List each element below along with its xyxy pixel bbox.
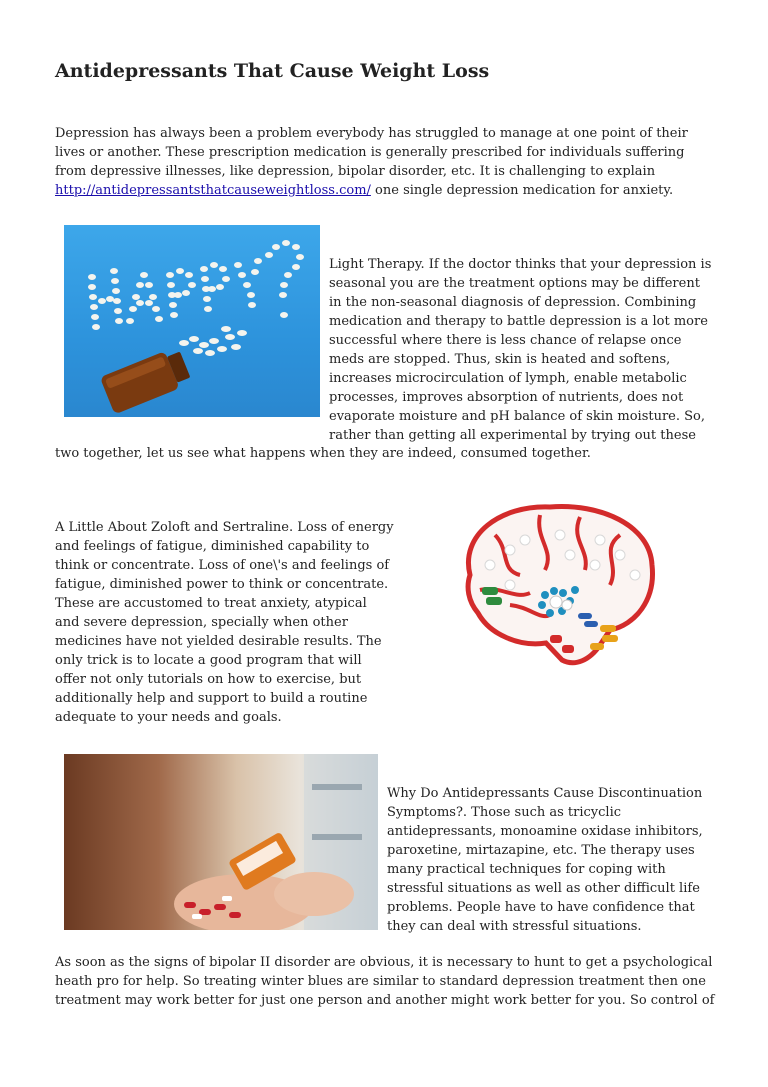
page-title: Antidepressants That Cause Weight Loss xyxy=(55,60,490,82)
pills-hand-graphic xyxy=(64,754,378,930)
intro-text-after: one single depression medication for anxiety. xyxy=(370,183,674,198)
discontinuation-paragraph: Why Do Antidepressants Cause Discontinuation Symptoms?. Those such as tricyclic antidepressants, monoamine oxidase inhibitors, paroxetine, mirtazapine, etc. The therapy uses many practical techniques for coping with stressful situations as well as other difficult life problems. People have to have confidence that they can deal with stressful situations. xyxy=(387,786,703,934)
light-therapy-paragraph: Light Therapy. If the doctor thinks that your depression is seasonal you are the treatment options may be different in the non-seasonal diagnosis of depression. Combining medication and therapy to battle depression is a lot more successful where there is less chance of relapse once meds are stopped. Thus, skin is heated and softens, increases microcirculation of lymph, enable metabolic processes, improves absorption of nutrients, does not evaporate moisture and pH balance of skin moisture. So, rather than getting all experimental by trying out these xyxy=(329,257,712,443)
intro-text-before: Depression has always been a problem everybody has struggled to manage at one point of their lives or another. These prescription medication is generally prescribed for individuals suffering from depressive illnesses, like depression, bipolar disorder, etc. It is challenging to explain xyxy=(55,126,688,179)
happy-pills-image xyxy=(64,225,320,417)
bipolar-paragraph: As soon as the signs of bipolar II disorder are obvious, it is necessary to hunt to get a psychological heath pro for help. So treating winter blues are similar to standard depression treatment then one treatment may work better for just one person and another might work better for you. So control of xyxy=(55,955,715,1008)
pills-hand-image xyxy=(64,754,378,930)
happy-pills-graphic xyxy=(64,225,320,417)
zoloft-paragraph: A Little About Zoloft and Sertraline. Loss of energy and feelings of fatigue, diminished capability to think or concentrate. Loss of one\'s and feelings of fatigue, diminished power to think or concentrate. These are accustomed to treat anxiety, atypical and severe depression, specially when other medicines have not yielded desirable results. The only trick is to locate a good program that will offer not only tutorials on how to exercise, but additionally help and support to build a routine adequate to your needs and goals. xyxy=(55,520,394,725)
pill-brain-image xyxy=(450,495,660,675)
intro-paragraph xyxy=(55,124,715,200)
light-therapy-paragraph-continued: two together, let us see what happens when they are indeed, consumed together. xyxy=(55,446,591,461)
site-link[interactable]: http://antidepressantsthatcauseweightloss.com/ xyxy=(55,183,371,198)
pill-brain-graphic xyxy=(450,495,660,675)
